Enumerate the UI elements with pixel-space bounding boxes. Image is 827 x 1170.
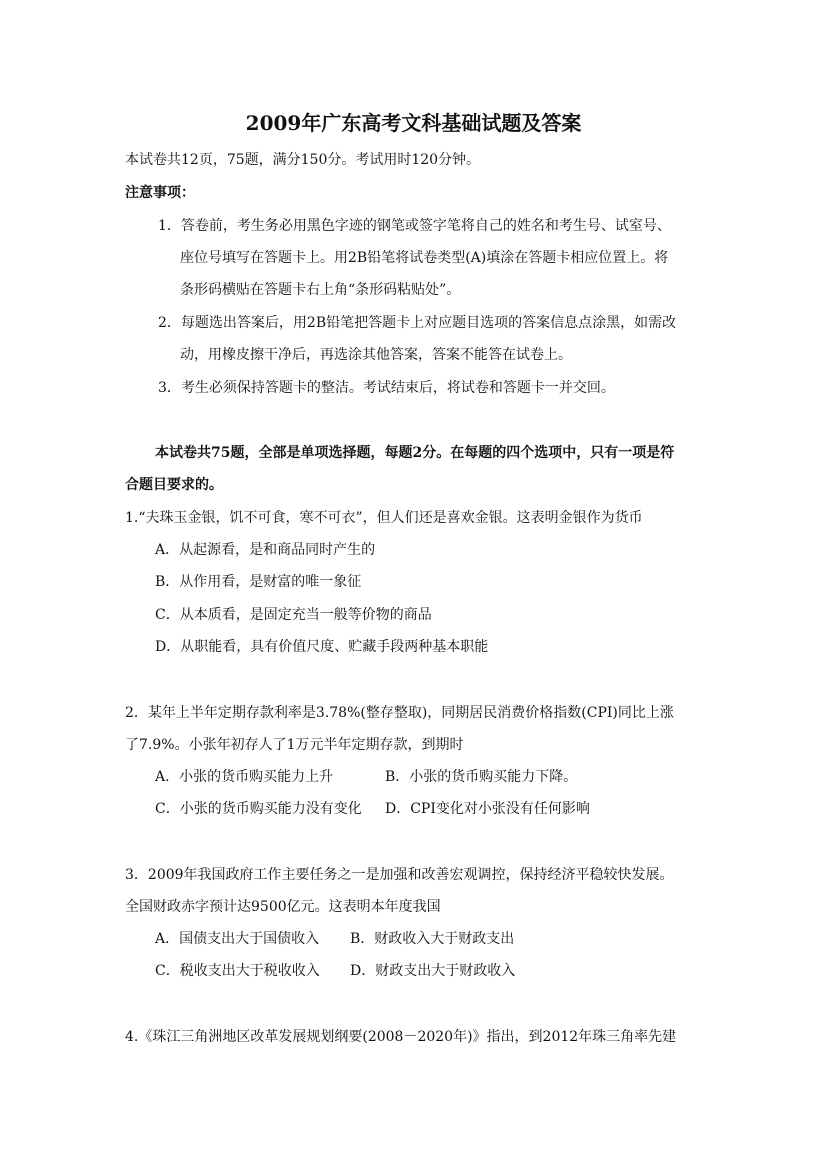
question-3-option-d: D．财政支出大于财政收入 [350, 963, 516, 979]
notice-item-2-line-2: 动，用橡皮擦干净后，再选涂其他答案，答案不能答在试卷上。 [180, 347, 572, 363]
question-2-stem-line-1: 2．某年上半年定期存款利率是3.78%(整存整取)，同期居民消费价格指数(CPI)同比上涨 [125, 705, 674, 721]
question-3-stem-line-2: 全国财政赤字预计达9500亿元。这表明本年度我国 [125, 899, 441, 915]
notice-item-1-line-2: 座位号填写在答题卡上。用2B铅笔将试卷类型(A)填涂在答题卡相应位置上。将 [180, 250, 669, 266]
question-3-option-c: C．税收支出大于税收收入 [155, 963, 320, 979]
question-1-option-d: D．从职能看，具有价值尺度、贮藏手段两种基本职能 [155, 639, 489, 655]
section-instructions-line-1: 本试卷共75题，全部是单项选择题，每题2分。在每题的四个选项中，只有一项是符 [155, 445, 675, 461]
question-4-stem-line-1: 4.《珠江三角洲地区改革发展规划纲要(2008－2020年)》指出，到2012年珠三角率先建 [125, 1029, 677, 1045]
notice-heading: 注意事项： [125, 185, 195, 201]
question-2-stem-line-2: 了7.9%。小张年初存人了1万元半年定期存款，到期时 [125, 737, 464, 753]
question-2-option-d: D．CPI变化对小张没有任何影响 [385, 801, 590, 817]
document-title: 2009年广东高考文科基础试题及答案 [245, 111, 582, 135]
question-1-stem: 1.“夫珠玉金银，饥不可食，寒不可衣”，但人们还是喜欢金银。这表明金银作为货币 [125, 510, 643, 526]
question-2-option-b: B．小张的货币购买能力下降。 [385, 769, 578, 785]
question-2-option-c: C．小张的货币购买能力没有变化 [155, 801, 362, 817]
notice-item-1-line-1: 1．答卷前，考生务必用黑色字迹的钢笔或签字笔将自己的姓名和考生号、试室号、 [158, 218, 671, 234]
question-2-option-a: A．小张的货币购买能力上升 [155, 769, 334, 785]
question-3-option-b: B．财政收入大于财政支出 [350, 931, 515, 947]
notice-item-2-line-1: 2．每题选出答案后，用2B铅笔把答题卡上对应题目选项的答案信息点涂黑，如需改 [158, 315, 677, 331]
notice-item-1-line-3: 条形码横贴在答题卡右上角“条形码粘贴处”。 [180, 282, 461, 298]
question-1-option-b: B．从作用看，是财富的唯一象征 [155, 574, 362, 590]
question-3-stem-line-1: 3．2009年我国政府工作主要任务之一是加强和改善宏观调控，保持经济平稳较快发展。 [125, 867, 674, 883]
question-3-option-a: A．国债支出大于国债收入 [155, 931, 320, 947]
section-instructions-line-2: 合题目要求的。 [125, 477, 223, 493]
question-1-option-c: C．从本质看，是固定充当一般等价物的商品 [155, 607, 432, 623]
exam-intro: 本试卷共12页，75题，满分150分。考试用时120分钟。 [125, 152, 481, 168]
notice-item-3-line-1: 3．考生必须保持答题卡的整洁。考试结束后，将试卷和答题卡一并交回。 [158, 380, 615, 396]
question-1-option-a: A．从起源看，是和商品同时产生的 [155, 542, 376, 558]
